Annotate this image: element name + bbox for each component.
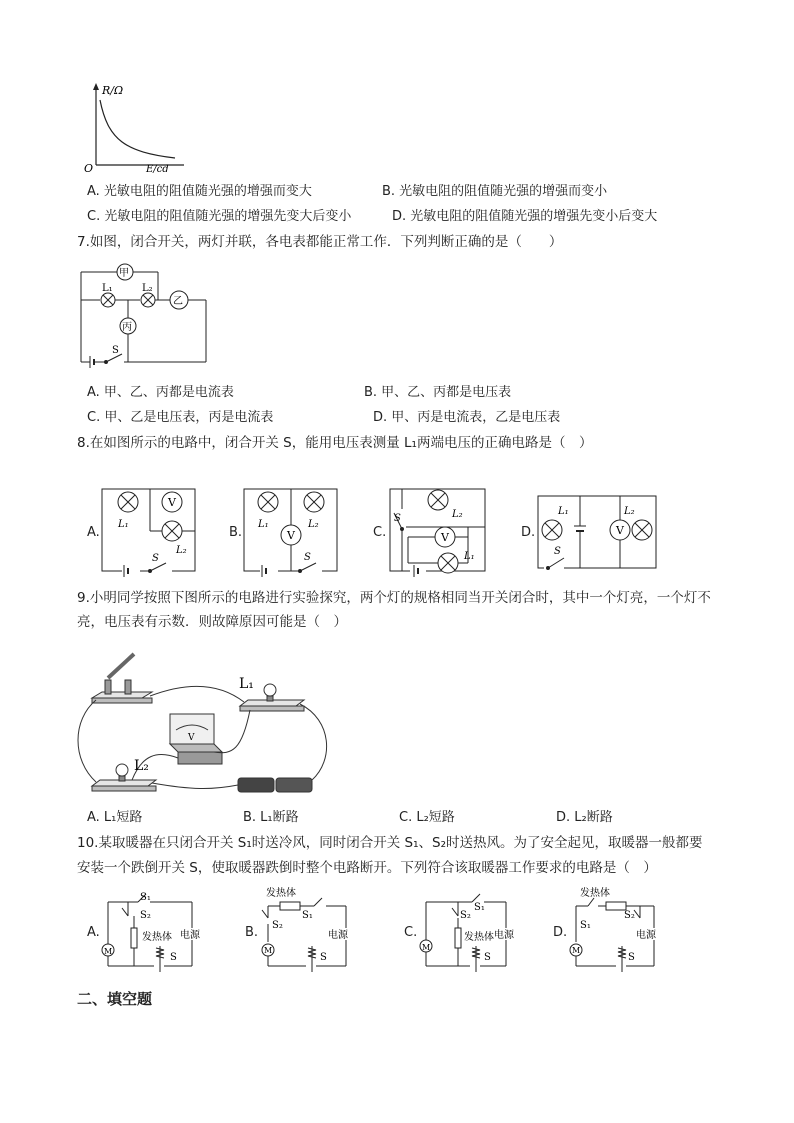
l1-label: L₁ [558, 506, 569, 517]
l2-label: L₂ [176, 545, 187, 556]
s2-label: S₂ [272, 920, 283, 931]
switch-label: S [394, 513, 401, 524]
power-label: 电源 [328, 930, 348, 941]
heater-label: 发热体 [464, 932, 494, 943]
q10-label-c[interactable]: C. [404, 925, 418, 940]
s-label: S [628, 952, 635, 963]
l1-label: L₁ [239, 676, 254, 692]
motor-label: M [264, 946, 273, 955]
q10-circuit-a[interactable] [98, 888, 218, 976]
s1-label: S₁ [580, 920, 591, 931]
q10-circuit-d[interactable] [566, 884, 676, 976]
l1-label: L₁ [464, 551, 475, 562]
q9-option-b[interactable]: B. L₁断路 [243, 810, 299, 825]
l1-label: L₁ [118, 519, 129, 530]
q6-option-c[interactable]: C. 光敏电阻的阻值随光强的增强先变大后变小 [87, 209, 352, 224]
lamp-l2-label: L₂ [142, 283, 153, 294]
q7-option-b[interactable]: B. 甲、乙、丙都是电压表 [364, 385, 512, 400]
power-label: 电源 [180, 930, 200, 941]
q10-circuit-b[interactable] [258, 884, 368, 976]
s-label: S [170, 952, 177, 963]
q8-circuit-d[interactable] [536, 494, 660, 572]
q8-circuit-b[interactable] [242, 487, 340, 577]
q6-option-a[interactable]: A. 光敏电阻的阻值随光强的增强而变大 [87, 184, 312, 199]
q7-circuit [76, 260, 211, 370]
q8-label-a[interactable]: A. [87, 525, 100, 540]
s2-label: S₂ [140, 910, 151, 921]
meter-yi: 乙 [173, 296, 183, 307]
q10-circuit-c[interactable] [416, 888, 526, 976]
q8-label-b[interactable]: B. [229, 525, 243, 540]
heater-label: 发热体 [580, 888, 610, 899]
l1-label: L₁ [258, 519, 269, 530]
q7-question: 7.如图，闭合开关，两灯并联，各电表都能正常工作．下列判断正确的是（ ） [77, 234, 563, 250]
q9-option-c[interactable]: C. L₂短路 [399, 810, 455, 825]
switch-label: S [112, 345, 119, 356]
s-label: S [320, 952, 327, 963]
heater-label: 发热体 [266, 888, 296, 899]
voltmeter-label: V [188, 733, 195, 743]
q10-question-line2: 安装一个跌倒开关 S，使取暖器跌倒时整个电路断开。下列符合该取暖器工作要求的电路是（ ） [77, 860, 657, 876]
q7-option-c[interactable]: C. 甲、乙是电压表，丙是电流表 [87, 410, 274, 425]
heater-label: 发热体 [142, 932, 172, 943]
q8-question: 8.在如图所示的电路中，闭合开关 S，能用电压表测量 L₁两端电压的正确电路是（ ） [77, 435, 593, 451]
l2-label: L₂ [624, 506, 635, 517]
q10-label-b[interactable]: B. [245, 925, 259, 940]
s1-label: S₁ [302, 910, 313, 921]
q9-question-line2: 亮，电压表有示数．则故障原因可能是（ ） [77, 614, 347, 630]
voltmeter-label: V [616, 524, 624, 537]
q6-option-d[interactable]: D. 光敏电阻的阻值随光强的增强先变小后变大 [392, 209, 658, 224]
q10-label-a[interactable]: A. [87, 925, 100, 940]
meter-jia: 甲 [119, 268, 129, 279]
motor-label: M [422, 943, 431, 952]
voltmeter-label: V [287, 529, 295, 542]
q8-label-c[interactable]: C. [373, 525, 387, 540]
l2-label: L₂ [452, 509, 463, 520]
q7-option-a[interactable]: A. 甲、乙、丙都是电流表 [87, 385, 234, 400]
q10-question-line1: 10.某取暖器在只闭合开关 S₁时送冷风，同时闭合开关 S₁、S₂时送热风。为了安全起见，取暖器一般都要 [77, 835, 703, 851]
q9-option-a[interactable]: A. L₁短路 [87, 810, 143, 825]
meter-bing: 丙 [122, 322, 132, 333]
motor-label: M [572, 946, 581, 955]
voltmeter-label: V [441, 531, 449, 544]
origin-label: O [84, 162, 94, 175]
q8-label-d[interactable]: D. [521, 525, 536, 540]
q8-circuit-a[interactable] [100, 487, 198, 577]
x-axis-label: E/cd [146, 164, 169, 175]
q9-option-d[interactable]: D. L₂断路 [556, 810, 613, 825]
power-label: 电源 [494, 930, 514, 941]
s-label: S [484, 952, 491, 963]
s1-label: S₁ [474, 902, 485, 913]
power-label: 电源 [636, 930, 656, 941]
q6-option-b[interactable]: B. 光敏电阻的阻值随光强的增强而变小 [382, 184, 608, 199]
s2-label: S₂ [460, 910, 471, 921]
l2-label: L₂ [308, 519, 319, 530]
switch-label: S [554, 546, 561, 557]
q9-question-line1: 9.小明同学按照下图所示的电路进行实验探究，两个灯的规格相同当开关闭合时，其中一个灯亮，一个灯不 [77, 590, 711, 606]
voltmeter-label: V [168, 496, 176, 509]
resistance-light-graph [80, 80, 190, 175]
lamp-l1-label: L₁ [102, 283, 113, 294]
q7-option-d[interactable]: D. 甲、丙是电流表，乙是电压表 [373, 410, 561, 425]
q10-label-d[interactable]: D. [553, 925, 568, 940]
switch-label: S [152, 553, 159, 564]
y-axis-label: R/Ω [102, 84, 124, 97]
section-heading: 二、填空题 [77, 990, 153, 1008]
s1-label: S₁ [140, 892, 151, 903]
l2-label: L₂ [134, 758, 149, 774]
q8-circuit-c[interactable] [388, 487, 488, 577]
q9-physical-circuit [72, 640, 332, 805]
s2-label: S₂ [624, 910, 635, 921]
motor-label: M [104, 947, 113, 956]
switch-label: S [304, 552, 311, 563]
